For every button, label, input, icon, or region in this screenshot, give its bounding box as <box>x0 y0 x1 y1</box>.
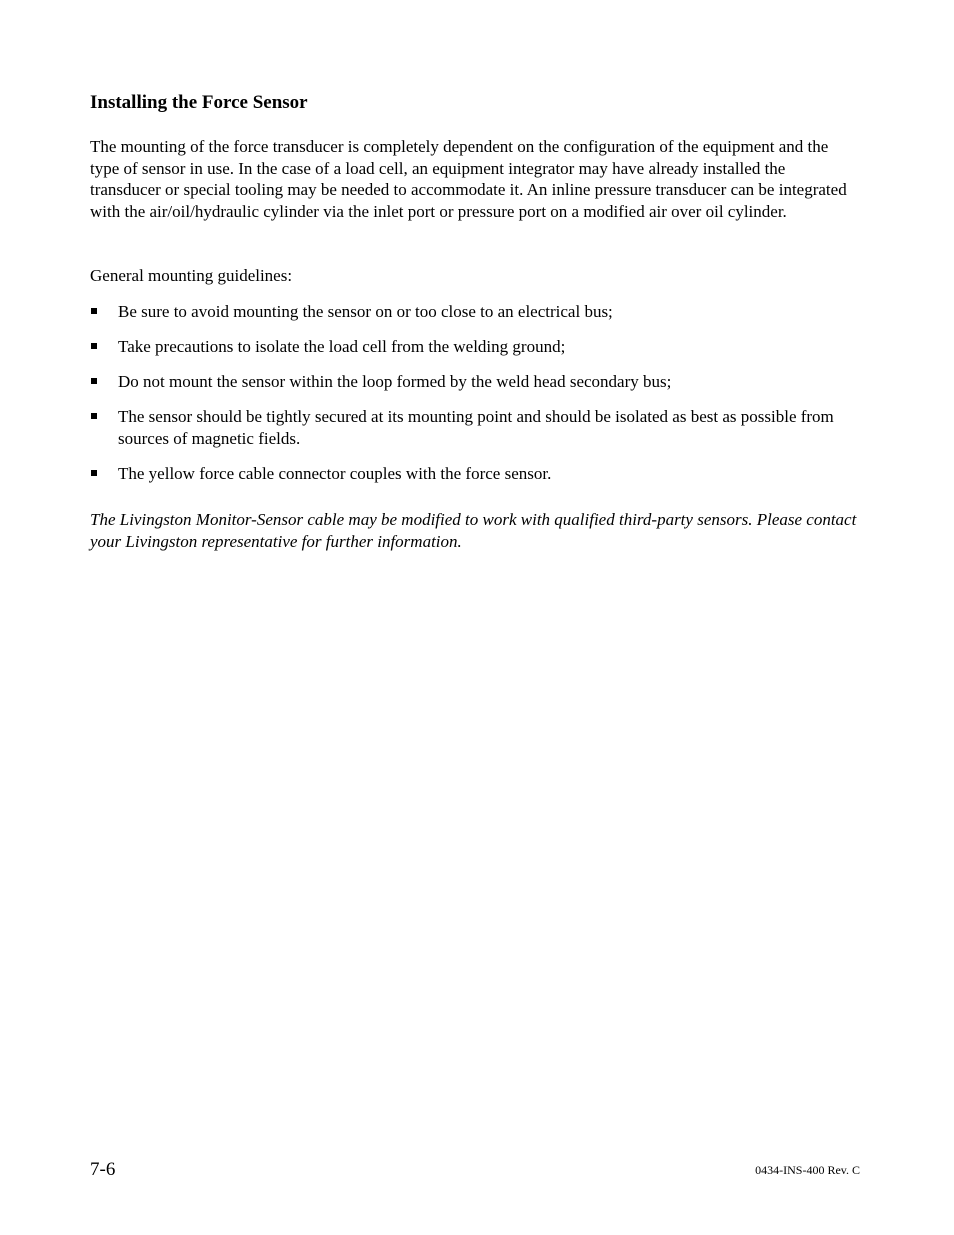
square-bullet-icon <box>91 413 97 419</box>
list-item-text: Do not mount the sensor within the loop formed by the weld head secondary bus; <box>118 372 672 392</box>
list-item <box>90 371 860 393</box>
document-id: 0434-INS-400 Rev. C <box>755 1163 860 1177</box>
square-bullet-icon <box>91 378 97 384</box>
list-item <box>90 336 860 358</box>
intro-paragraph: The mounting of the force transducer is completely dependent on the configuration of the equipment and the type of sensor in use. In the case of a load cell, an equipment integrator may have already installed the transducer or special tooling may be needed to accommodate it. An inline pressure transducer can be integrated with the air/oil/hydraulic cylinder via the inlet port or pressure port on a modified air over oil cylinder. <box>90 137 847 221</box>
page-number: 7-6 <box>90 1159 116 1180</box>
list-item-text: The yellow force cable connector couples with the force sensor. <box>118 463 552 483</box>
square-bullet-icon <box>91 343 97 349</box>
list-item <box>90 406 860 449</box>
list-item <box>90 463 860 485</box>
guidelines-label: General mounting guidelines: <box>90 266 293 285</box>
square-bullet-icon <box>91 470 97 476</box>
square-bullet-icon <box>91 308 97 314</box>
list-item-text: The sensor should be tightly secured at its mounting point and should be isolated as best as possible from sources of magnetic fields. <box>118 407 834 448</box>
italic-note: The Livingston Monitor-Sensor cable may be modified to work with qualified third-party sensors. Please contact your Livingston representative for further information. <box>90 510 857 551</box>
section-heading: Installing the Force Sensor <box>90 92 308 113</box>
list-item <box>90 301 860 323</box>
list-item-text: Be sure to avoid mounting the sensor on or too close to an electrical bus; <box>118 302 613 321</box>
guidelines-list <box>90 301 860 498</box>
list-item-text: Take precautions to isolate the load cell from the welding ground; <box>118 337 566 357</box>
